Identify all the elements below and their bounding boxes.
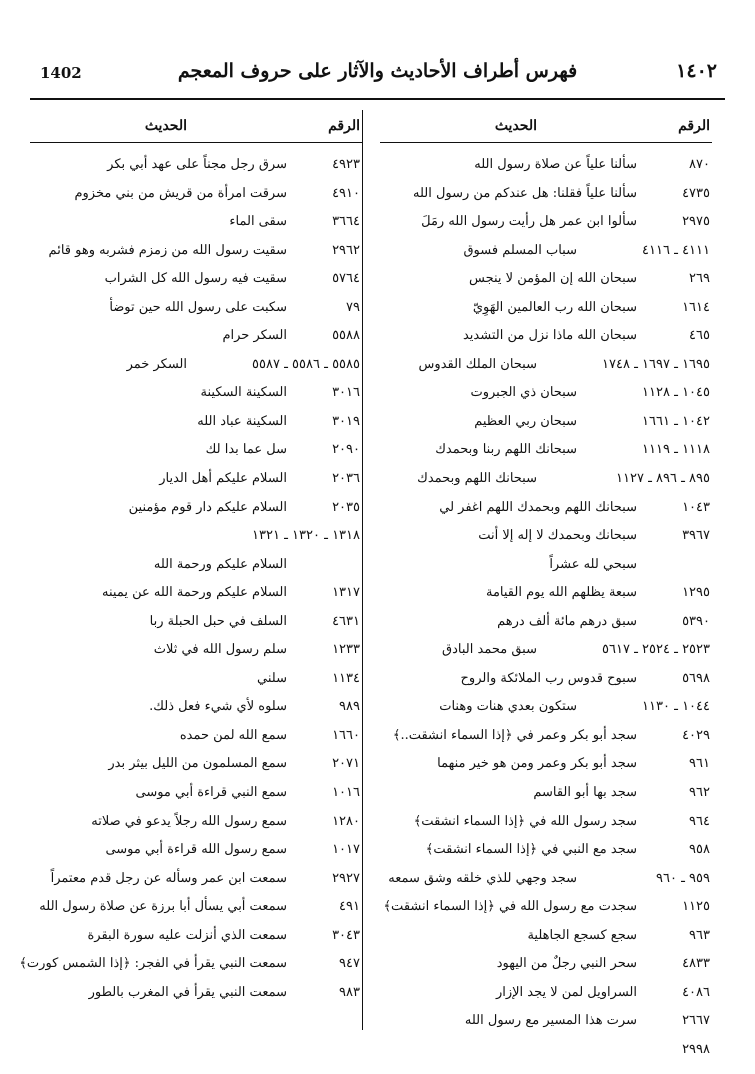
entry-hadith: سبحانك اللهم وبحمدك	[417, 471, 537, 487]
index-entry	[19, 951, 362, 980]
index-entry	[380, 609, 712, 638]
entry-number: ٢٥٢٣ ـ ٢٥٢٤ ـ ٥٦١٧	[602, 642, 710, 658]
entry-hadith: سبحانك اللهم ربنا وبحمدك	[435, 442, 577, 458]
hadith-header: الحديث	[144, 118, 187, 134]
entry-hadith: سجد أبو بكر وعمر ومن هو خير منهما	[437, 756, 637, 772]
index-entry	[380, 352, 712, 381]
entry-hadith: سمعت النبي يقرأ في الفجر: ﴿إذا الشمس كورت﴾	[19, 956, 287, 972]
entry-hadith: سبحان ذي الجبروت	[470, 385, 577, 401]
column-divider	[362, 110, 363, 1030]
entry-number: ١٦١٤	[682, 299, 710, 315]
entry-number: ٢٩٦٢	[332, 242, 360, 258]
entry-hadith: السلام عليكم ورحمة الله	[153, 556, 287, 572]
entry-number: ٤٨٣٣	[682, 956, 710, 972]
entry-number: ١٣١٨ ـ ١٣٢٠ ـ ١٣٢١	[252, 528, 360, 544]
entry-number: ٤٩١	[339, 899, 360, 915]
entry-hadith: سجد أبو بكر وعمر في ﴿إذا السماء انشقت..﴾	[392, 727, 637, 743]
index-entry	[30, 495, 362, 524]
entry-number: ١٠٤٣	[682, 499, 710, 515]
entry-hadith: سجد مع النبي في ﴿إذا السماء انشقت﴾	[425, 842, 637, 858]
number-header: الرقم	[328, 118, 360, 134]
entry-number: ٤٦٣١	[332, 613, 360, 629]
index-entry	[30, 266, 362, 295]
index-entry	[380, 951, 712, 980]
entry-number: ٣٠٤٣	[332, 927, 360, 943]
header-rule	[380, 142, 712, 143]
index-entry	[380, 694, 712, 723]
entry-number: ٤٩٢٣	[332, 157, 360, 172]
entry-number: ٨٧٠	[689, 157, 710, 172]
index-entry	[380, 637, 712, 666]
index-entry	[30, 923, 362, 952]
entry-number: ٢٩٢٧	[332, 870, 360, 886]
index-entry	[380, 181, 712, 210]
entry-hadith: سألنا علياً عن صلاة رسول الله	[474, 157, 637, 172]
entry-hadith: سبحي لله عشراً	[549, 556, 637, 572]
entry-number: ٤٩١٠	[332, 185, 360, 201]
entry-hadith: سمعت ابن عمر وسأله عن رجل قدم معتمراً	[50, 870, 287, 886]
entry-hadith: السلام عليكم دار قوم مؤمنين	[128, 499, 287, 515]
index-entry	[30, 552, 362, 581]
entry-number: ٥٣٩٠	[682, 613, 710, 629]
entry-hadith: سمع رسول الله رجلاً يدعو في صلاته	[91, 813, 287, 829]
entry-number: ٥٥٨٥ ـ ٥٥٨٦ ـ ٥٥٨٧	[252, 356, 360, 372]
entry-number: ٩٦١	[689, 756, 710, 772]
page-number-latin: 1402	[40, 64, 82, 82]
index-entry	[380, 809, 712, 838]
entry-hadith: سجد وجهي للذي خلقه وشق سمعه	[388, 870, 577, 886]
entry-number: ١٦٦٠	[332, 727, 360, 743]
index-entry	[30, 694, 362, 723]
index-entry	[380, 209, 712, 238]
index-entry	[30, 437, 362, 466]
right-column	[380, 112, 712, 1057]
index-entry	[380, 894, 712, 923]
entry-number: ٢٠٧١	[332, 756, 360, 772]
index-entry	[30, 209, 362, 238]
entry-hadith: سبحان الملك القدوس	[418, 356, 537, 372]
entry-hadith: سمعت أبي يسأل أبا برزة عن صلاة رسول الله	[39, 899, 287, 915]
index-entry	[30, 751, 362, 780]
entry-hadith: سقى الماء	[229, 214, 287, 230]
right-column-header	[380, 112, 712, 142]
entry-number: ٤٧٣٥	[682, 185, 710, 201]
entry-number: ٢٦٦٧	[682, 1013, 710, 1029]
entry-number: ٣٠١٦	[332, 385, 360, 401]
entry-hadith: سبحانك اللهم وبحمدك اللهم اغفر لي	[439, 499, 637, 515]
entry-number: ١٠٤٥ ـ ١١٢٨	[642, 385, 710, 401]
entry-number: ٤١١١ ـ ٤١١٦	[642, 242, 710, 258]
entry-hadith: سألوا ابن عمر هل رأيت رسول الله رمَلَ	[421, 214, 637, 230]
index-entry	[380, 666, 712, 695]
entry-number: ٣٠١٩	[332, 413, 360, 429]
entry-hadith: سكبت على رسول الله حين توضأ	[109, 299, 287, 315]
number-header: الرقم	[678, 118, 710, 134]
entry-hadith: سبحانك وبحمدك لا إله إلا أنت	[478, 528, 637, 544]
entry-hadith: سقيت رسول الله من زمزم فشربه وهو قائم	[48, 242, 287, 258]
index-entry	[380, 780, 712, 809]
entry-hadith: سجد بها أبو القاسم	[533, 785, 637, 801]
entry-number: ٢٠٣٦	[332, 471, 360, 487]
entry-number: ١٢٨٠	[332, 813, 360, 829]
index-entry	[30, 352, 362, 381]
entry-number: ٩٥٩ ـ ٩٦٠	[656, 870, 710, 886]
entry-hadith: سبحان الله ماذا نزل من التشديد	[462, 328, 637, 344]
entry-number: ٩٦٣	[689, 927, 710, 943]
entry-hadith: سمع النبي قراءة أبي موسى	[135, 785, 287, 801]
entry-hadith: سبحان ربي العظيم	[474, 413, 577, 429]
entry-number: ٥٧٦٤	[332, 271, 360, 287]
index-entry	[380, 1008, 712, 1037]
entry-number: ٩٨٣	[339, 984, 360, 1000]
index-entry	[380, 323, 712, 352]
entry-number: ٢٠٩٠	[332, 442, 360, 458]
entry-hadith: السكينة عباد الله	[197, 413, 287, 429]
index-entry	[380, 238, 712, 267]
index-entry	[30, 780, 362, 809]
entry-hadith: سرت هذا المسير مع رسول الله	[464, 1013, 637, 1029]
entry-hadith: السكينة السكينة	[200, 385, 287, 401]
index-entry	[30, 637, 362, 666]
entry-hadith: سمعت النبي يقرأ في المغرب بالطور	[88, 984, 287, 1000]
left-column	[19, 112, 362, 1000]
entry-number: ١٢٣٣	[332, 642, 360, 658]
left-column-header	[30, 112, 362, 142]
running-header	[30, 58, 725, 100]
entry-number: ٢٦٩	[689, 271, 710, 287]
entry-number: ١٣١٧	[332, 585, 360, 601]
index-entry	[380, 152, 712, 181]
index-entry	[380, 295, 712, 324]
index-entry	[30, 409, 362, 438]
index-entry	[30, 837, 362, 866]
entry-number: ٢٩٩٨	[682, 1041, 710, 1057]
index-entry	[380, 266, 712, 295]
entry-hadith: سمع رسول الله قراءة أبي موسى	[105, 842, 287, 858]
index-entry	[30, 723, 362, 752]
entry-number: ٥٥٨٨	[332, 328, 360, 344]
entry-hadith: السلام عليكم أهل الديار	[159, 471, 287, 487]
index-entry	[30, 523, 362, 552]
entry-number: ٨٩٥ ـ ٨٩٦ ـ ١١٢٧	[616, 471, 710, 487]
index-entry	[380, 580, 712, 609]
entry-hadith: سل عما بدا لك	[205, 442, 287, 458]
entry-hadith: سألنا علياً فقلنا: هل عندكم من رسول الله	[412, 185, 637, 201]
index-entry	[380, 437, 712, 466]
index-entry	[30, 666, 362, 695]
index-entry	[380, 837, 712, 866]
entry-number: ٤٦٥	[689, 328, 710, 344]
index-entry	[380, 723, 712, 752]
entry-number: ١٠١٦	[332, 785, 360, 801]
index-entry	[30, 380, 362, 409]
entry-hadith: سرق رجل مجناً على عهد أبي بكر	[107, 157, 287, 172]
entry-number: ٣٩٦٧	[682, 528, 710, 544]
index-entry	[30, 866, 362, 895]
index-entry	[30, 580, 362, 609]
hadith-header: الحديث	[494, 118, 537, 134]
entry-number: ١١٣٤	[332, 670, 360, 686]
entry-hadith: سلوه لأي شيء فعل ذلك.	[149, 699, 287, 715]
entry-hadith: سجع كسجع الجاهلية	[527, 927, 637, 943]
entry-number: ١٠٤٢ ـ ١٦٦١	[642, 413, 710, 429]
entry-hadith: السكر خمر	[126, 356, 187, 372]
index-entry	[380, 866, 712, 895]
entry-hadith: سبق محمد البادق	[442, 642, 537, 658]
entry-number: ٤٠٨٦	[682, 984, 710, 1000]
index-entry	[30, 238, 362, 267]
entry-hadith: سجدت مع رسول الله في ﴿إذا السماء انشقت﴾	[383, 899, 637, 915]
entry-number: ١١١٨ ـ ١١١٩	[642, 442, 710, 458]
entry-hadith: سحر النبي رجلٌ من اليهود	[496, 956, 637, 972]
index-entry	[380, 1037, 712, 1066]
entry-hadith: سبحان الله رب العالمين الهَوِيّ	[472, 299, 637, 315]
header-rule	[30, 142, 362, 143]
entry-number: ٢٩٧٥	[682, 214, 710, 230]
index-entry	[380, 751, 712, 780]
entry-hadith: ستكون بعدي هنات وهنات	[439, 699, 577, 715]
index-entry	[380, 409, 712, 438]
entry-number: ٩٦٤	[689, 813, 710, 829]
entry-hadith: السكر حرام	[222, 328, 287, 344]
entry-hadith: سرقت امرأة من قريش من بني مخزوم	[74, 185, 287, 201]
entry-hadith: السراويل لمن لا يجد الإزار	[495, 984, 637, 1000]
index-entry	[380, 380, 712, 409]
entry-hadith: سبعة يظلهم الله يوم القيامة	[485, 585, 637, 601]
entry-number: ٩٥٨	[689, 842, 710, 858]
entry-number: ٩٦٢	[689, 785, 710, 801]
running-title: فهرس أطراف الأحاديث والآثار على حروف المعجم	[177, 60, 578, 82]
entry-hadith: السلف في حبل الحبلة ربا	[149, 613, 287, 629]
entry-hadith: سلني	[257, 670, 287, 686]
entry-number: ١١٢٥	[682, 899, 710, 915]
entry-hadith: سبحان الله إن المؤمن لا ينجس	[469, 271, 637, 287]
index-entry	[380, 923, 712, 952]
index-entry	[30, 181, 362, 210]
entry-hadith: سبوح قدوس رب الملائكة والروح	[460, 670, 637, 686]
entry-number: ١٠١٧	[332, 842, 360, 858]
entry-hadith: سباب المسلم فسوق	[463, 242, 577, 258]
entry-hadith: سبق درهم مائة ألف درهم	[497, 613, 637, 629]
entry-hadith: سقيت فيه رسول الله كل الشراب	[104, 271, 287, 287]
entry-number: ٢٠٣٥	[332, 499, 360, 515]
entry-hadith: سجد رسول الله في ﴿إذا السماء انشقت﴾	[413, 813, 637, 829]
index-entry	[380, 523, 712, 552]
index-entry	[380, 466, 712, 495]
entry-number: ٣٦٦٤	[332, 214, 360, 230]
index-entry	[380, 980, 712, 1009]
index-entry	[30, 323, 362, 352]
right-entries	[380, 152, 712, 1066]
entry-number: ٥٦٩٨	[682, 670, 710, 686]
entry-number: ٧٩	[346, 299, 360, 315]
index-entry	[30, 152, 362, 181]
entry-number: ١٠٤٤ ـ ١١٣٠	[642, 699, 710, 715]
index-entry	[30, 809, 362, 838]
index-entry	[30, 295, 362, 324]
entry-number: ٩٨٩	[339, 699, 360, 715]
entry-number: ٤٠٢٩	[682, 727, 710, 743]
entry-number: ١٢٩٥	[682, 585, 710, 601]
index-entry	[30, 609, 362, 638]
entry-number: ١٦٩٥ ـ ١٦٩٧ ـ ١٧٤٨	[602, 356, 710, 372]
index-entry	[30, 894, 362, 923]
entry-hadith: السلام عليكم ورحمة الله عن يمينه	[102, 585, 287, 601]
index-entry	[30, 980, 362, 1009]
entry-hadith: سمع الله لمن حمده	[179, 727, 287, 743]
entry-hadith: سمعت الذي أنزلت عليه سورة البقرة	[87, 927, 287, 943]
index-entry	[380, 495, 712, 524]
left-entries	[19, 152, 362, 1008]
entry-hadith: سلم رسول الله في ثلاث	[153, 642, 287, 658]
index-entry	[380, 552, 712, 581]
index-entry	[30, 466, 362, 495]
entry-number: ٩٤٧	[339, 956, 360, 972]
entry-hadith: سمع المسلمون من الليل بيثر بدر	[108, 756, 287, 772]
page-number-arabic: ١٤٠٢	[676, 60, 717, 82]
